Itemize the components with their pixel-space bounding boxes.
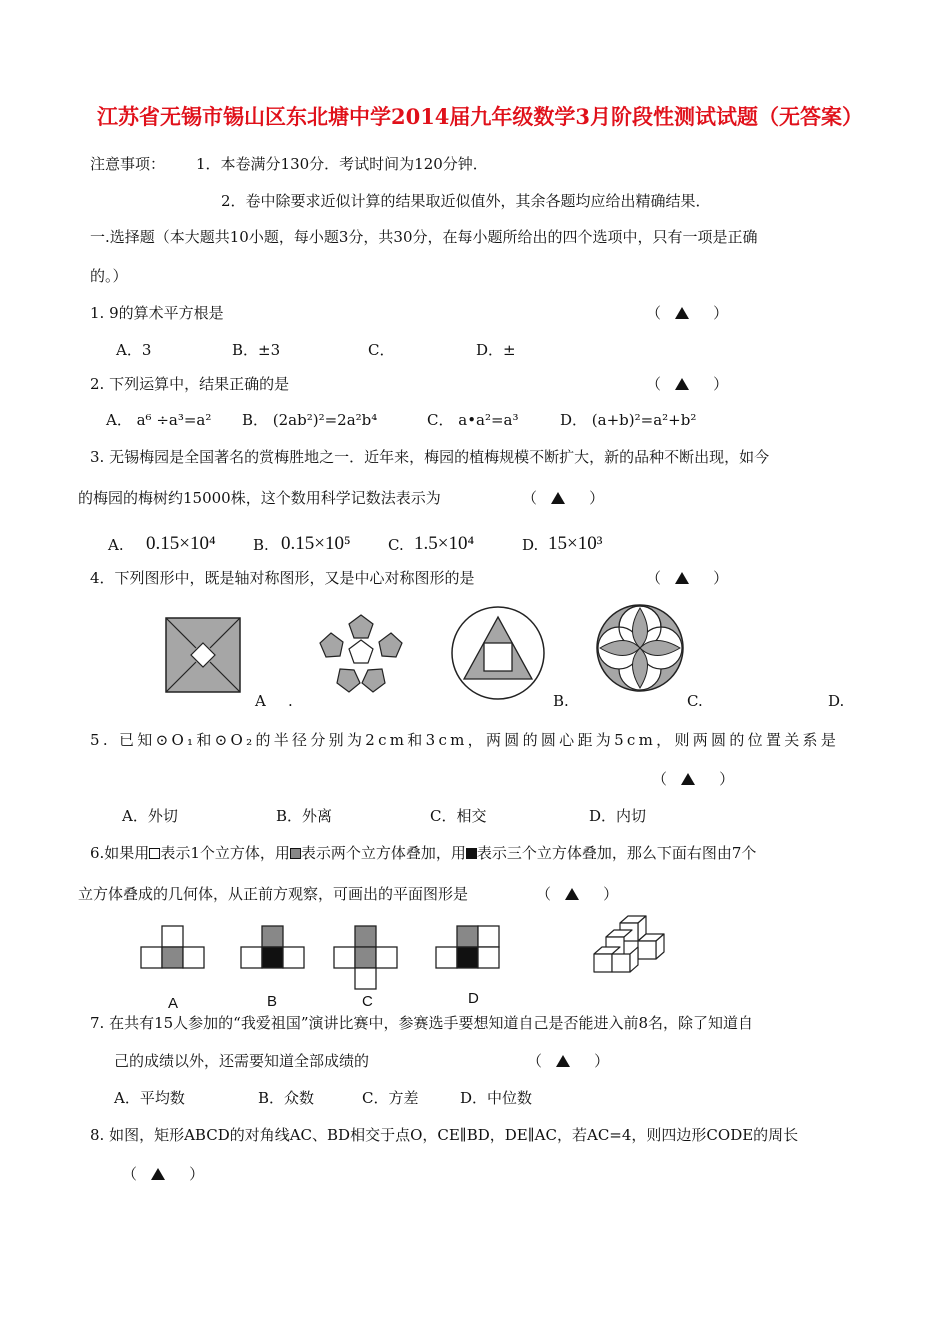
- q6-answer-blank: （ ）: [536, 885, 619, 903]
- triangle-icon: [681, 773, 695, 785]
- q5-option-c: C．相交: [430, 807, 487, 825]
- triangle-icon: [151, 1168, 165, 1180]
- q7-option-c: C．方差: [362, 1089, 419, 1107]
- q4-label-d: D.: [828, 692, 845, 710]
- q4-label-c: C.: [687, 692, 703, 710]
- q7-answer-blank: （ ）: [527, 1052, 610, 1070]
- triangle-icon: [551, 492, 565, 504]
- q3-option-a-label: A.: [108, 536, 124, 554]
- q3-option-b-value: 0.15×10⁵: [281, 533, 351, 554]
- q3-option-b-label: B.: [253, 536, 269, 554]
- empty-square-icon: [149, 848, 160, 859]
- gray-square-icon: [290, 848, 301, 859]
- q1-option-d: D．±: [476, 341, 516, 359]
- q2-answer-blank: （ ）: [646, 375, 729, 393]
- q4-label-b: B.: [553, 692, 569, 710]
- q7-stem-line2: 己的成绩以外，还需要知道全部成绩的: [114, 1052, 370, 1070]
- q7-option-d: D．中位数: [460, 1089, 533, 1107]
- q3-option-c-label: C.: [388, 536, 404, 554]
- notes-label: 注意事项：: [90, 155, 166, 173]
- q6-option-c-figure: [333, 925, 399, 991]
- notes-item-1: 1．本卷满分130分．考试时间为120分钟．: [196, 155, 488, 173]
- q5-stem: 5. 已知⊙O₁和⊙O₂的半径分别为2cm和3cm，两圆的圆心距为5cm，则两圆的位置关系是: [90, 731, 840, 749]
- q3-option-a-value: 0.15×10⁴: [146, 533, 216, 554]
- q2-option-a: A． a⁶ ÷a³=a²: [106, 411, 212, 429]
- q4-figure-c-circle-triangle: [450, 605, 546, 701]
- q6-stem-line1: 6.如果用 表示1个立方体，用 表示两个立方体叠加，用 表示三个立方体叠加，那么下面右图由7个: [90, 844, 757, 862]
- q5-option-b: B．外离: [276, 807, 333, 825]
- q3-stem-line1: 3. 无锡梅园是全国著名的赏梅胜地之一．近年来，梅园的植梅规模不断扩大，新的品种不断出现，如今: [90, 448, 770, 466]
- q6-option-a-figure: [140, 925, 206, 969]
- q8-answer-blank: （ ）: [122, 1165, 205, 1183]
- q2-option-b: B． (2ab²)²=2a²b⁴: [242, 411, 378, 429]
- q6-label-d: D: [468, 990, 479, 1007]
- triangle-icon: [675, 307, 689, 319]
- q7-stem-line1: 7. 在共有15人参加的“我爱祖国”演讲比赛中，参赛选手要想知道自己是否能进入前8名，除了知道自: [90, 1014, 754, 1032]
- q4-label-a: A: [255, 692, 266, 710]
- q2-option-d: D． (a+b)²=a²+b²: [560, 411, 697, 429]
- q1-stem: 1. 9的算术平方根是: [90, 304, 224, 322]
- q1-option-a: A．3: [116, 341, 152, 359]
- q6-option-b-figure: [240, 925, 306, 969]
- q5-option-d: D．内切: [589, 807, 647, 825]
- q5-option-a: A．外切: [122, 807, 178, 825]
- q3-option-c-value: 1.5×10⁴: [414, 533, 475, 554]
- q6-stem-line2: 立方体叠成的几何体，从正前方观察，可画出的平面图形是: [78, 885, 469, 903]
- triangle-icon: [565, 888, 579, 900]
- q2-option-c: C． a•a²=a³: [427, 411, 519, 429]
- q4-stem: 4．下列图形中，既是轴对称图形，又是中心对称图形的是: [90, 569, 475, 587]
- q3-option-d-value: 15×10³: [548, 533, 603, 554]
- section-heading-cont: 的。）: [90, 267, 128, 285]
- q3-stem-line2: 的梅园的梅树约15000株，这个数用科学记数法表示为: [78, 489, 441, 507]
- q3-option-d-label: D.: [522, 536, 539, 554]
- q4-figure-d-petals: [595, 603, 685, 693]
- q4-label-a-dot: .: [288, 692, 293, 710]
- notes-item-2: 2．卷中除要求近似计算的结果取近似值外，其余各题均应给出精确结果．: [221, 192, 711, 210]
- q6-option-d-figure: [435, 925, 501, 969]
- q1-option-c: C．: [368, 341, 395, 359]
- q1-option-b: B．±3: [232, 341, 281, 359]
- triangle-icon: [556, 1055, 570, 1067]
- triangle-icon: [675, 572, 689, 584]
- q4-figure-b-pentagons: [318, 613, 404, 695]
- q2-stem: 2. 下列运算中，结果正确的是: [90, 375, 290, 393]
- section-heading: 一.选择题（本大题共10小题，每小题3分，共30分，在每小题所给出的四个选项中，只有一项是正确: [90, 228, 758, 246]
- q6-label-c: C: [362, 993, 373, 1010]
- q7-option-b: B．众数: [258, 1089, 315, 1107]
- q6-stacked-cubes-figure: [592, 913, 682, 975]
- q4-figure-a-pinwheel: [165, 617, 241, 693]
- q5-answer-blank: （ ）: [652, 770, 735, 788]
- q6-label-a: A: [168, 995, 179, 1012]
- page-title: 江苏省无锡市锡山区东北塘中学2014届九年级数学3月阶段性测试试题（无答案）: [96, 104, 864, 129]
- q7-option-a: A．平均数: [114, 1089, 185, 1107]
- black-square-icon: [466, 848, 477, 859]
- q3-answer-blank: （ ）: [522, 489, 605, 507]
- q8-stem: 8. 如图，矩形ABCD的对角线AC、BD相交于点O，CE∥BD，DE∥AC，若AC=4，则四边形CODE的周长: [90, 1126, 799, 1144]
- q1-answer-blank: （ ）: [646, 304, 729, 322]
- triangle-icon: [675, 378, 689, 390]
- q4-answer-blank: （ ）: [646, 569, 729, 587]
- q6-label-b: B: [267, 993, 278, 1010]
